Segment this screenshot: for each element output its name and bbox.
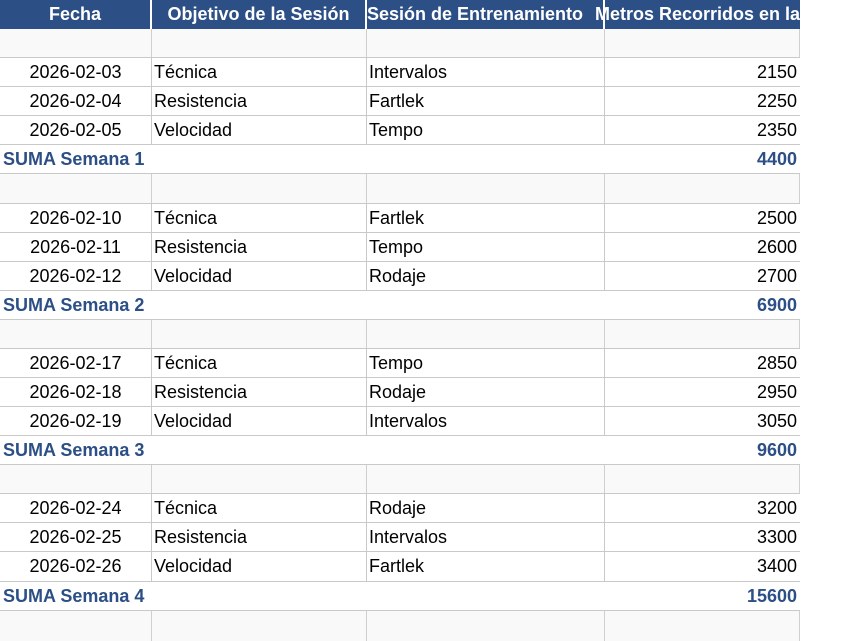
sesion-cell[interactable]: Tempo bbox=[367, 233, 605, 261]
fecha-cell[interactable]: 2026-02-03 bbox=[0, 58, 152, 86]
objetivo-cell[interactable]: Técnica bbox=[152, 58, 367, 86]
sum-label[interactable]: SUMA Semana 4 bbox=[3, 586, 145, 606]
objetivo-cell[interactable]: Técnica bbox=[152, 494, 367, 522]
empty-cell[interactable] bbox=[605, 320, 800, 348]
fecha-cell[interactable]: 2026-02-11 bbox=[0, 233, 152, 261]
empty-cell[interactable] bbox=[0, 320, 152, 348]
sesion-cell[interactable]: Rodaje bbox=[367, 262, 605, 290]
sesion-cell[interactable]: Rodaje bbox=[367, 378, 605, 406]
empty-cell[interactable] bbox=[605, 465, 800, 493]
sesion-cell[interactable]: Tempo bbox=[367, 349, 605, 377]
sesion-cell[interactable]: Intervalos bbox=[367, 58, 605, 86]
sum-label[interactable]: SUMA Semana 3 bbox=[3, 440, 145, 460]
metros-cell[interactable]: 3300 bbox=[756, 527, 797, 547]
empty-row[interactable] bbox=[0, 611, 800, 641]
header-objetivo[interactable]: Objetivo de la Sesión bbox=[152, 0, 367, 29]
table-row[interactable] bbox=[0, 262, 800, 291]
fecha-cell[interactable]: 2026-02-19 bbox=[0, 407, 152, 435]
empty-cell[interactable] bbox=[367, 174, 605, 203]
table-row[interactable] bbox=[0, 87, 800, 116]
empty-cell[interactable] bbox=[152, 174, 367, 203]
empty-cell[interactable] bbox=[367, 29, 605, 57]
objetivo-cell[interactable]: Resistencia bbox=[152, 378, 367, 406]
sesion-cell[interactable]: Fartlek bbox=[367, 87, 605, 115]
sum-row[interactable] bbox=[0, 582, 800, 611]
table-row[interactable] bbox=[0, 204, 800, 233]
empty-cell[interactable] bbox=[152, 465, 367, 493]
sesion-cell[interactable]: Intervalos bbox=[367, 407, 605, 435]
objetivo-cell[interactable]: Velocidad bbox=[152, 262, 367, 290]
sesion-cell[interactable]: Rodaje bbox=[367, 494, 605, 522]
objetivo-cell[interactable]: Resistencia bbox=[152, 87, 367, 115]
table-row[interactable] bbox=[0, 523, 800, 552]
header-row bbox=[0, 0, 864, 29]
sesion-cell[interactable]: Fartlek bbox=[367, 204, 605, 232]
metros-cell[interactable]: 3400 bbox=[756, 556, 797, 576]
metros-cell[interactable]: 2950 bbox=[756, 382, 797, 402]
empty-cell[interactable] bbox=[605, 29, 800, 57]
table-row[interactable] bbox=[0, 378, 800, 407]
objetivo-cell[interactable]: Velocidad bbox=[152, 407, 367, 435]
fecha-cell[interactable]: 2026-02-25 bbox=[0, 523, 152, 551]
table-row[interactable] bbox=[0, 233, 800, 262]
objetivo-cell[interactable]: Velocidad bbox=[152, 116, 367, 144]
fecha-cell[interactable]: 2026-02-26 bbox=[0, 552, 152, 581]
empty-row[interactable] bbox=[0, 465, 800, 494]
sesion-cell[interactable]: Intervalos bbox=[367, 523, 605, 551]
sesion-cell[interactable]: Fartlek bbox=[367, 552, 605, 581]
header-fecha[interactable]: Fecha bbox=[0, 0, 152, 29]
fecha-cell[interactable]: 2026-02-12 bbox=[0, 262, 152, 290]
table-row[interactable] bbox=[0, 552, 800, 582]
objetivo-cell[interactable]: Resistencia bbox=[152, 233, 367, 261]
table-row[interactable] bbox=[0, 349, 800, 378]
sum-value[interactable]: 6900 bbox=[756, 295, 797, 315]
sum-row[interactable] bbox=[0, 291, 800, 320]
empty-row[interactable] bbox=[0, 174, 800, 204]
metros-cell[interactable]: 3050 bbox=[756, 411, 797, 431]
header-metros[interactable]: Metros Recorridos en la Sesión bbox=[595, 4, 864, 24]
empty-cell[interactable] bbox=[152, 29, 367, 57]
metros-cell[interactable]: 2600 bbox=[756, 237, 797, 257]
fecha-cell[interactable]: 2026-02-17 bbox=[0, 349, 152, 377]
metros-cell[interactable]: 2250 bbox=[756, 91, 797, 111]
fecha-cell[interactable]: 2026-02-10 bbox=[0, 204, 152, 232]
objetivo-cell[interactable]: Técnica bbox=[152, 204, 367, 232]
objetivo-cell[interactable]: Resistencia bbox=[152, 523, 367, 551]
empty-cell[interactable] bbox=[0, 611, 152, 641]
sum-label[interactable]: SUMA Semana 1 bbox=[3, 149, 145, 169]
metros-cell[interactable]: 2850 bbox=[756, 353, 797, 373]
fecha-cell[interactable]: 2026-02-04 bbox=[0, 87, 152, 115]
sesion-cell[interactable]: Tempo bbox=[367, 116, 605, 144]
metros-cell[interactable]: 2500 bbox=[756, 208, 797, 228]
sum-row[interactable] bbox=[0, 145, 800, 174]
metros-cell[interactable]: 2700 bbox=[756, 266, 797, 286]
objetivo-cell[interactable]: Técnica bbox=[152, 349, 367, 377]
table-row[interactable] bbox=[0, 407, 800, 436]
empty-cell[interactable] bbox=[367, 611, 605, 641]
fecha-cell[interactable]: 2026-02-05 bbox=[0, 116, 152, 144]
empty-cell[interactable] bbox=[0, 174, 152, 203]
metros-cell[interactable]: 2150 bbox=[756, 62, 797, 82]
metros-cell[interactable]: 3200 bbox=[756, 498, 797, 518]
empty-cell[interactable] bbox=[152, 611, 367, 641]
empty-cell[interactable] bbox=[0, 29, 152, 57]
empty-row[interactable] bbox=[0, 320, 800, 349]
empty-cell[interactable] bbox=[605, 611, 800, 641]
empty-row[interactable] bbox=[0, 29, 800, 58]
objetivo-cell[interactable]: Velocidad bbox=[152, 552, 367, 581]
sum-value[interactable]: 9600 bbox=[756, 440, 797, 460]
empty-cell[interactable] bbox=[367, 320, 605, 348]
empty-cell[interactable] bbox=[152, 320, 367, 348]
metros-cell[interactable]: 2350 bbox=[756, 120, 797, 140]
fecha-cell[interactable]: 2026-02-18 bbox=[0, 378, 152, 406]
header-sesion[interactable]: Sesión de Entrenamiento bbox=[367, 0, 605, 29]
empty-cell[interactable] bbox=[367, 465, 605, 493]
table-row[interactable] bbox=[0, 116, 800, 145]
sum-row[interactable] bbox=[0, 436, 800, 465]
sum-label[interactable]: SUMA Semana 2 bbox=[3, 295, 145, 315]
sum-value[interactable]: 4400 bbox=[756, 149, 797, 169]
table-row[interactable] bbox=[0, 58, 800, 87]
table-row[interactable] bbox=[0, 494, 800, 523]
empty-cell[interactable] bbox=[0, 465, 152, 493]
sum-value[interactable]: 15600 bbox=[746, 586, 797, 606]
empty-cell[interactable] bbox=[605, 174, 800, 203]
fecha-cell[interactable]: 2026-02-24 bbox=[0, 494, 152, 522]
